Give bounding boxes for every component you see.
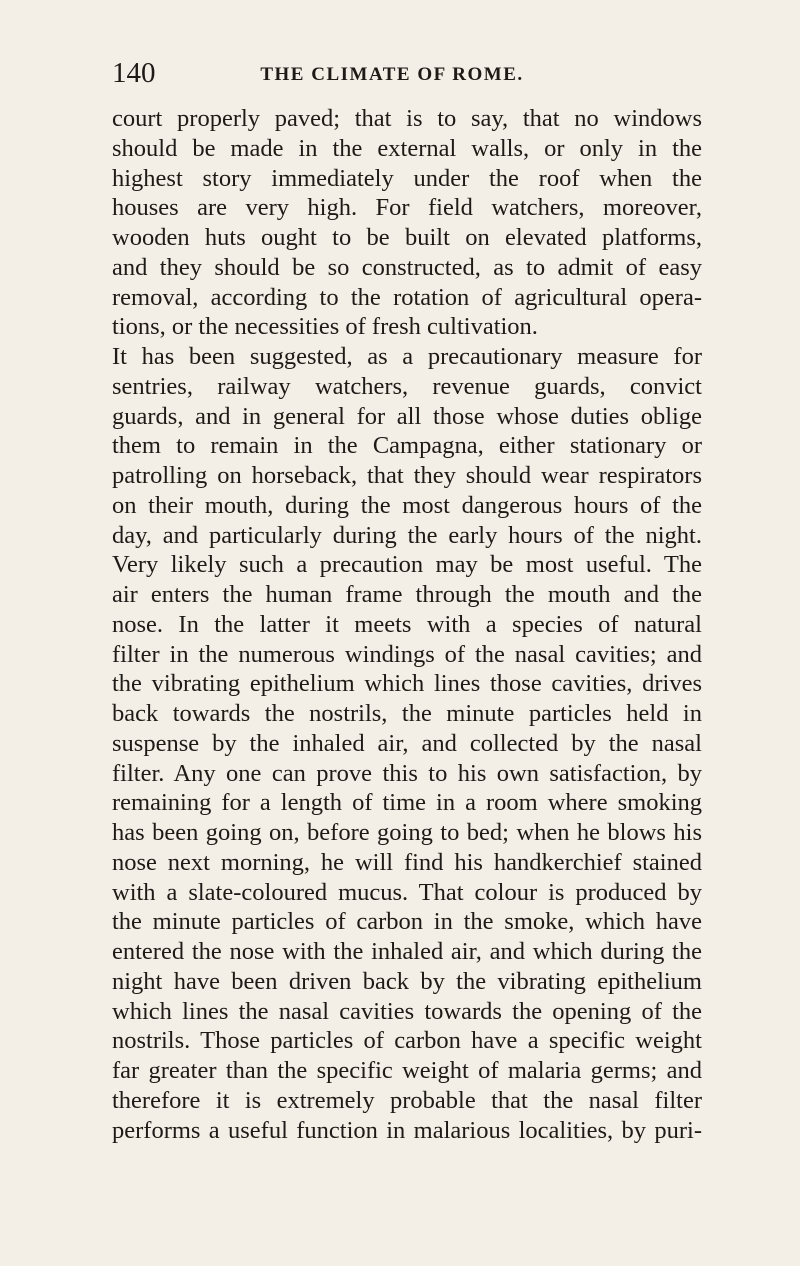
- text-line: houses are very high. For field watchers, moreover,: [112, 194, 702, 222]
- text-line: tions, or the necessities of fresh cultivation.: [112, 313, 538, 341]
- text-line: remaining for a length of time in a room where smoking: [112, 789, 702, 817]
- text-line: the minute particles of carbon in the smoke, which have: [112, 908, 702, 936]
- text-line: filter. Any one can prove this to his own satisfaction, by: [112, 759, 702, 787]
- text-line: sentries, railway watchers, revenue guards, convict: [112, 372, 702, 400]
- text-line: filter in the numerous windings of the nasal cavities; and: [112, 640, 702, 668]
- text-line: and they should be so constructed, as to admit of easy: [112, 253, 702, 281]
- text-line: back towards the nostrils, the minute particles held in: [112, 700, 702, 727]
- text-line: far greater than the specific weight of malaria germs; and: [112, 1057, 702, 1084]
- running-head: THE CLIMATE OF ROME.: [260, 64, 524, 85]
- text-line: the vibrating epithelium which lines those cavities, drives: [112, 670, 702, 698]
- text-line: court properly paved; that is to say, that no windows: [112, 105, 702, 132]
- text-line: nostrils. Those particles of carbon have a specific weight: [112, 1027, 702, 1055]
- text-line: nose next morning, he will find his handkerchief stained: [112, 848, 702, 876]
- text-line: nose. In the latter it meets with a species of natural: [112, 610, 702, 638]
- text-line: performs a useful function in malarious localities, by puri-: [112, 1116, 702, 1144]
- text-line: on their mouth, during the most dangerous hours of the: [112, 491, 702, 519]
- text-line: air enters the human frame through the mouth and the: [112, 581, 702, 608]
- text-line: suspense by the inhaled air, and collected by the nasal: [112, 729, 702, 757]
- page-number: 140: [112, 57, 156, 89]
- text-line: therefore it is extremely probable that the nasal filter: [112, 1086, 702, 1114]
- text-line: with a slate-coloured mucus. That colour is produced by: [112, 878, 702, 906]
- text-line: patrolling on horseback, that they should wear respirators: [112, 462, 702, 489]
- text-line: has been going on, before going to bed; when he blows his: [112, 819, 702, 846]
- text-line: day, and particularly during the early hours of the night.: [112, 521, 702, 549]
- text-line: wooden huts ought to be built on elevated platforms,: [112, 224, 702, 251]
- body-text: [112, 104, 702, 1145]
- text-line: It has been suggested, as a precautionary measure for: [112, 343, 702, 370]
- text-line: guards, and in general for all those whose duties oblige: [112, 402, 702, 430]
- text-line: should be made in the external walls, or only in the: [112, 134, 702, 162]
- text-line: them to remain in the Campagna, either stationary or: [112, 432, 702, 460]
- text-line: highest story immediately under the roof when the: [112, 164, 702, 192]
- text-line: which lines the nasal cavities towards the opening of the: [112, 997, 702, 1025]
- page-header: [112, 56, 672, 90]
- text-line: Very likely such a precaution may be most useful. The: [112, 551, 702, 579]
- text-line: night have been driven back by the vibrating epithelium: [112, 967, 702, 995]
- text-line: removal, according to the rotation of agricultural opera-: [112, 283, 702, 311]
- text-line: entered the nose with the inhaled air, and which during the: [112, 938, 702, 965]
